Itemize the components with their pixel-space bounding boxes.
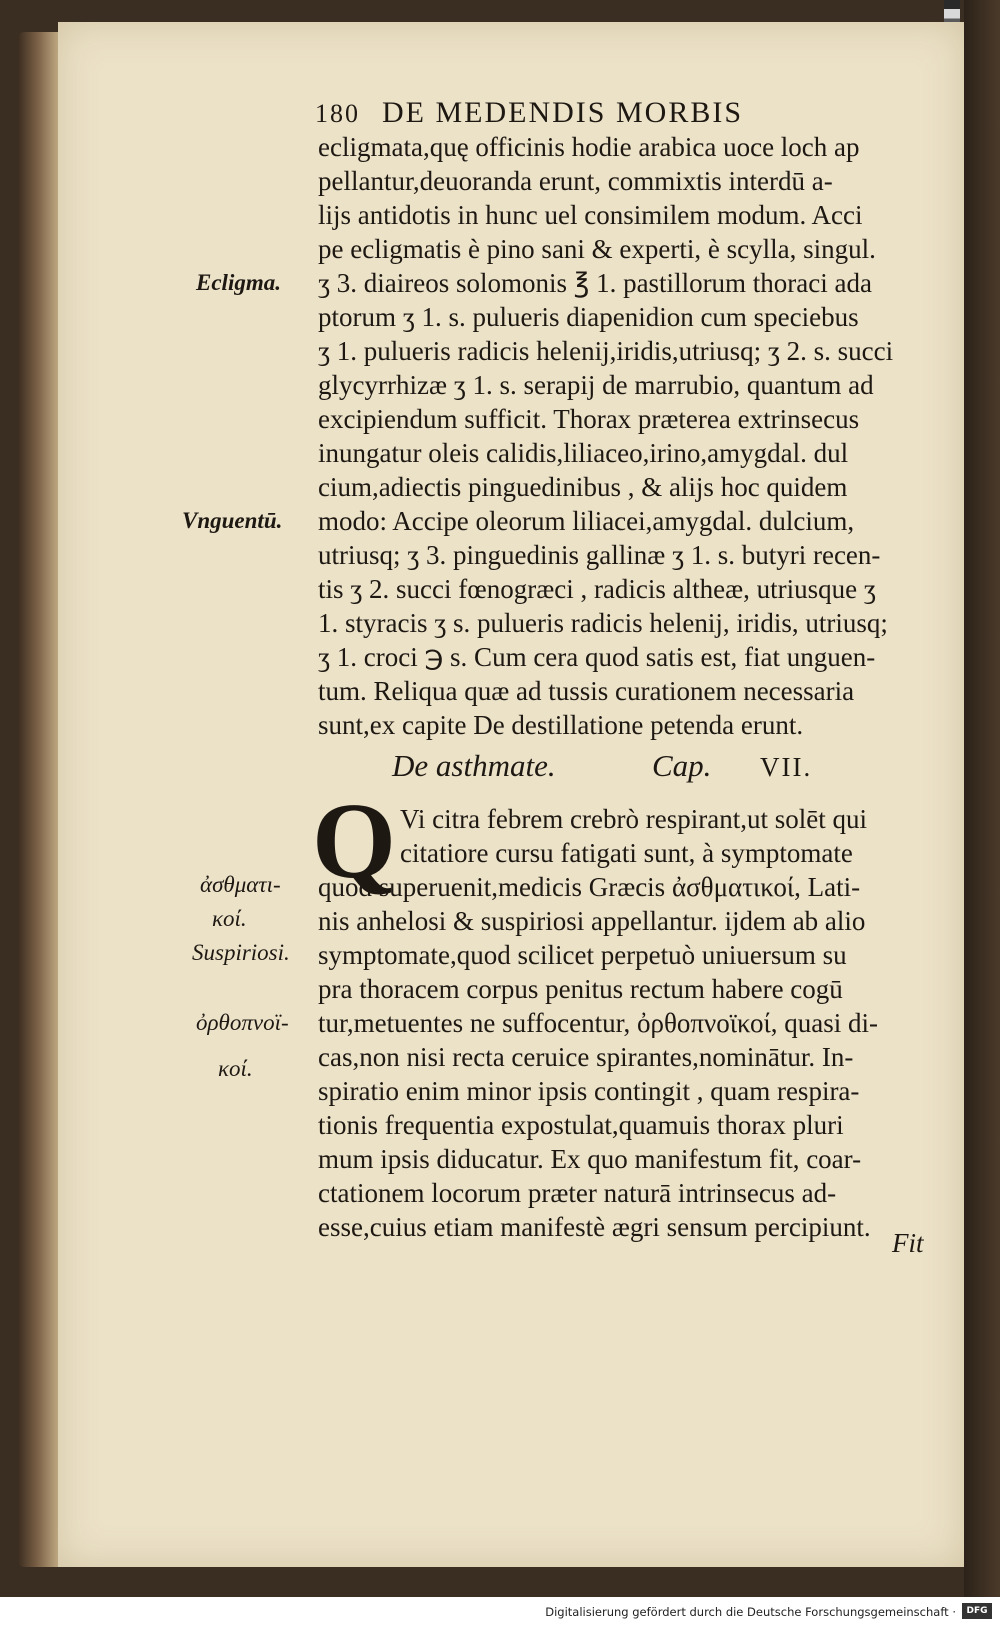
body-line: mum ipsis diducatur. Ex quo manifestum fit, coar- bbox=[318, 1144, 862, 1174]
footer-credit: Digitalisierung gefördert durch die Deutsche Forschungsgemeinschaft · bbox=[545, 1605, 956, 1619]
body-line: quod superuenit,medicis Græcis ἀσθματικοί, Lati- bbox=[318, 872, 861, 902]
body-line: ʒ 3. diaireos solomonis ℥ 1. pastillorum thoraci ada bbox=[318, 268, 872, 298]
body-line: citatiore cursu fatigati sunt, à symptomate bbox=[400, 838, 853, 868]
body-line: pe ecligmatis è pino sani & experti, è scylla, singul. bbox=[318, 234, 876, 264]
body-line: lijs antidotis in hunc uel consimilem modum. Acci bbox=[318, 200, 863, 230]
body-line: spiratio enim minor ipsis contingit , quam respira- bbox=[318, 1076, 860, 1106]
body-line: ptorum ʒ 1. s. pulueris diapenidion cum speciebus bbox=[318, 302, 859, 332]
margin-note-ecligma: Ecligma. bbox=[196, 270, 281, 295]
drop-cap-initial: Q bbox=[312, 782, 397, 901]
body-line: inungatur oleis calidis,liliaceo,irino,amygdal. dul bbox=[318, 438, 849, 468]
margin-note-asthmatikoi-end: κοί. bbox=[212, 906, 247, 931]
running-title: DE MEDENDIS MORBIS bbox=[382, 96, 744, 129]
body-line: nis anhelosi & suspiriosi appellantur. ijdem ab alio bbox=[318, 906, 866, 936]
body-line: ʒ 1. pulueris radicis helenij,iridis,utriusq; ʒ 2. s. succi bbox=[318, 336, 894, 366]
chapter-number: VII. bbox=[760, 752, 813, 782]
running-header bbox=[315, 96, 875, 130]
book-binding-edge bbox=[964, 0, 1000, 1597]
margin-note-suspiriosi: Suspiriosi. bbox=[192, 940, 290, 965]
body-line: utriusq; ʒ 3. pinguedinis gallinæ ʒ 1. s. butyri recen- bbox=[318, 540, 881, 570]
body-line: excipiendum sufficit. Thorax præterea extrinsecus bbox=[318, 404, 860, 434]
body-line: esse,cuius etiam manifestè ægri sensum percipiunt. bbox=[318, 1212, 871, 1242]
chapter-label: Cap. bbox=[652, 748, 712, 783]
chapter-title: De asthmate. bbox=[392, 748, 556, 783]
body-line: pra thoracem corpus penitus rectum habere cogū bbox=[318, 974, 843, 1004]
body-line: Vi citra febrem crebrò respirant,ut solēt qui bbox=[400, 804, 867, 834]
body-line: cas,non nisi recta ceruice spirantes,nominātur. In- bbox=[318, 1042, 854, 1072]
body-line: glycyrrhizæ ʒ 1. s. serapij de marrubio, quantum ad bbox=[318, 370, 874, 400]
digitization-footer bbox=[0, 1597, 1000, 1627]
catchword: Fit bbox=[892, 1228, 924, 1258]
body-line: tum. Reliqua quæ ad tussis curationem necessaria bbox=[318, 676, 855, 706]
body-line: 1. styracis ʒ s. pulueris radicis helenij, iridis, utriusq; bbox=[318, 608, 888, 638]
margin-note-orthopnoikoi-end: κοί. bbox=[218, 1056, 253, 1081]
body-line: cium,adiectis pinguedinibus , & alijs hoc quidem bbox=[318, 472, 848, 502]
page-number: 180 bbox=[315, 99, 360, 128]
body-line: ʒ 1. croci ℈ s. Cum cera quod satis est, fiat unguen- bbox=[318, 642, 876, 672]
body-line: tis ʒ 2. succi fœnogræci , radicis altheæ, utriusque ʒ bbox=[318, 574, 876, 604]
margin-note-orthopnoikoi: ὀρθοπνοϊ- bbox=[196, 1010, 289, 1035]
body-line: tur,metuentes ne suffocentur, ὀρθοπνοϊκοί, quasi di- bbox=[318, 1008, 879, 1038]
body-line: symptomate,quod scilicet perpetuò uniuersum su bbox=[318, 940, 847, 970]
body-line: sunt,ex capite De destillatione petenda erunt. bbox=[318, 710, 804, 740]
body-line: ctationem locorum præter naturā intrinsecus ad- bbox=[318, 1178, 837, 1208]
dfg-logo: DFG bbox=[962, 1603, 992, 1619]
margin-note-unguentum: Vnguentū. bbox=[182, 508, 283, 533]
body-line: tionis frequentia expostulat,quamuis thorax pluri bbox=[318, 1110, 844, 1140]
body-line: modo: Accipe oleorum liliacei,amygdal. dulcium, bbox=[318, 506, 855, 536]
body-line: pellantur,deuoranda erunt, commixtis interdū a- bbox=[318, 166, 833, 196]
body-line: ecligmata,quę officinis hodie arabica uoce loch ap bbox=[318, 132, 860, 162]
margin-note-asthmatikoi: ἀσθματι- bbox=[200, 872, 281, 897]
